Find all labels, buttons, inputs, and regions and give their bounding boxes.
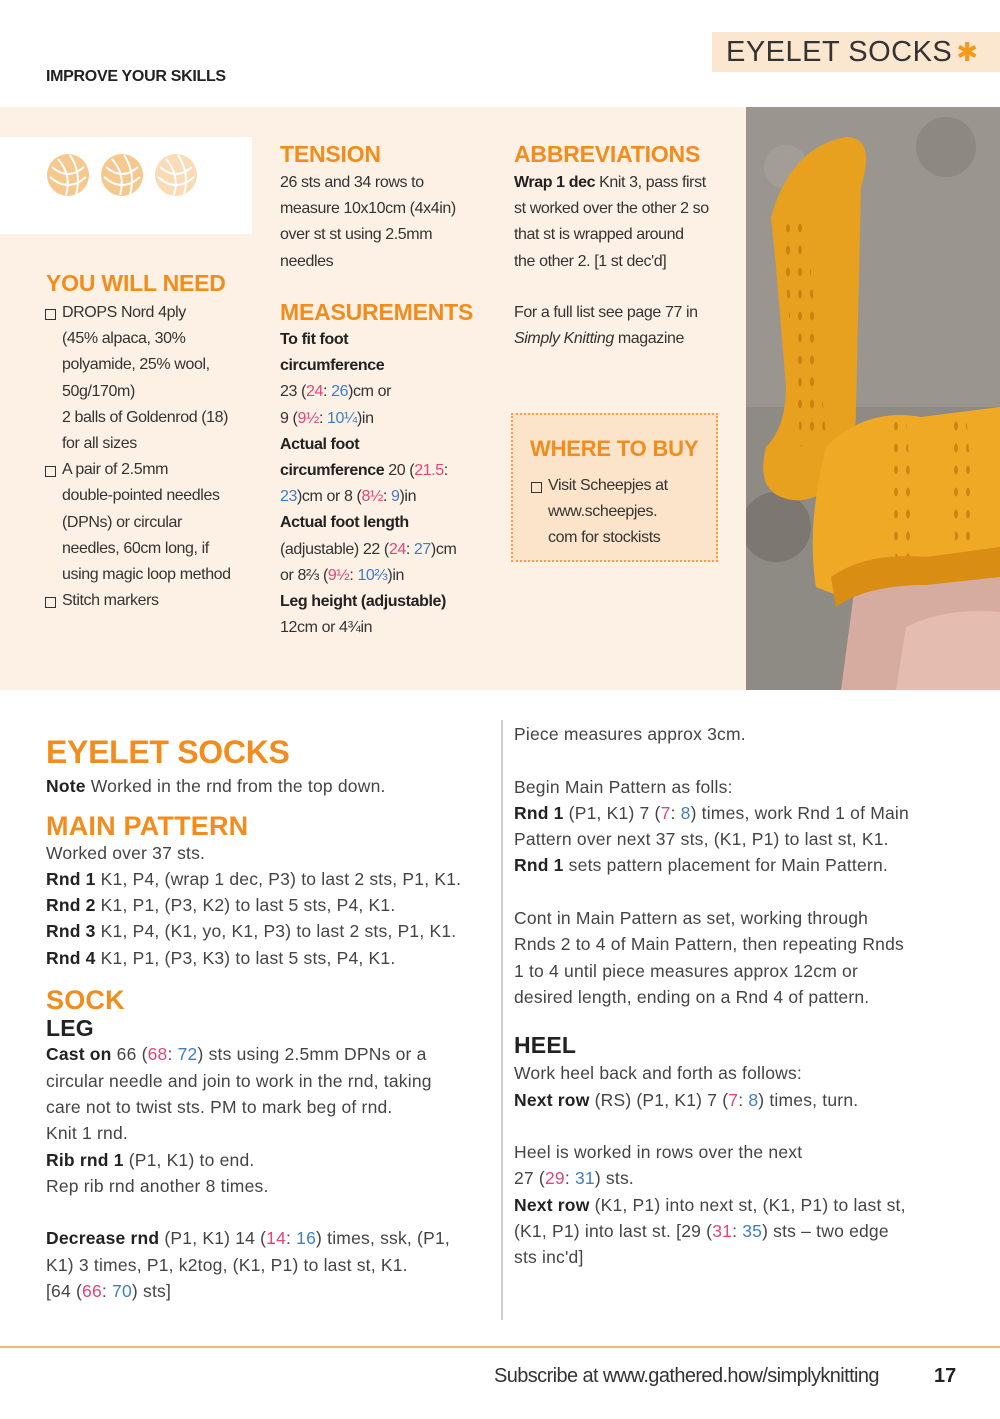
skill-level-box bbox=[0, 137, 252, 234]
measurements-text: To fit foot circumference 23 (24: 26)cm or 9 (9½: 10¼)in Actual foot circumference 20 (21.5: 23)cm or 8 (8½: 9)in Actual foot length (adjustable) 22 (24: 27)cm or 8⅔ (9½: 10⅔)in Leg height (adjustable) 12cm or 4¾in bbox=[280, 331, 457, 637]
column-divider bbox=[501, 720, 503, 1320]
checkbox-icon bbox=[45, 466, 56, 477]
sock-heading: SOCK bbox=[46, 985, 125, 1016]
tension-text: 26 sts and 34 rows to measure 10x10cm (4x4in) over st st using 2.5mm needles bbox=[280, 174, 456, 270]
header-title: EYELET SOCKS bbox=[726, 35, 953, 68]
checkbox-icon bbox=[45, 597, 56, 608]
where-to-buy-heading: WHERE TO BUY bbox=[530, 436, 699, 461]
socks-photo bbox=[746, 107, 1000, 690]
skill-level-label: IMPROVE YOUR SKILLS bbox=[46, 68, 226, 85]
checkbox-icon bbox=[531, 482, 542, 493]
list-item: Stitch markers bbox=[44, 588, 254, 614]
left-column: Note Worked in the rnd from the top down. MAIN PATTERN Worked over 37 sts. Rnd 1 K1, P4, (wrap 1 dec, P3) to last 2 sts, P1, K1. Rnd 2 K1, P1, (P3, K2) to last 5 sts, P4, K1. Rnd 3 K1, P4, (K1, yo, K1, P3) to last 2 sts, P1, K1. Rnd 4 K1, P1, (P3, K3) to last 5 sts, P4, K1. SOCK LEG Cast on 66 (68: 72) sts using 2.5mm DPNs or a circular needle and join to work in the rnd, taking care not to twist sts. PM to mark beg of rnd. Knit 1 rnd. Rib rnd 1 (P1, K1) to end. Rep rib rnd another 8 times. Decrease rnd (P1, K1) 14 (14: 16) times, ssk, (P1, K1) 3 times, P1, k2tog, (K1, P1) to last st, K1. [64 (66: 70) sts] bbox=[46, 773, 491, 1304]
checkbox-icon bbox=[45, 309, 56, 320]
you-will-need-list bbox=[44, 300, 254, 614]
abbreviations-heading: ABBREVIATIONS bbox=[514, 141, 701, 167]
right-column: Piece measures approx 3cm. Begin Main Pattern as folls: Rnd 1 (P1, K1) 7 (7: 8) times, work Rnd 1 of Main Pattern over next 37 sts, (K1, P1) to last st, K1. Rnd 1 sets pattern placement for Main Pattern. Cont in Main Pattern as set, working through Rnds 2 to 4 of Main Pattern, then repeating Rnds 1 to 4 until piece measures approx 12cm or desired length, ending on a Rnd 4 of pattern. HEEL Work heel back and forth as follows: Next row (RS) (P1, K1) 7 (7: 8) times, turn. Heel is worked in rows over the next 27 (29: 31) sts. Next row (K1, P1) into next st, (K1, P1) to last st, (K1, P1) into last st. [29 (31: 35) sts – two edge sts inc'd] bbox=[514, 721, 964, 1271]
measurements-heading: MEASUREMENTS bbox=[280, 299, 474, 325]
pattern-title: EYELET SOCKS bbox=[46, 734, 290, 770]
tension-heading: TENSION bbox=[280, 141, 381, 167]
pattern-row: Rnd 2 K1, P1, (P3, K2) to last 5 sts, P4, K1. bbox=[46, 895, 396, 916]
main-pattern-heading: MAIN PATTERN bbox=[46, 811, 249, 842]
list-item: A pair of 2.5mm double-pointed needles (DPNs) or circular needles, 60cm long, if using magic loop method bbox=[44, 457, 254, 588]
pattern-row: Rnd 4 K1, P1, (P3, K3) to last 5 sts, P4, K1. bbox=[46, 947, 396, 968]
yarn-ball-icon bbox=[100, 153, 144, 197]
footer-rule bbox=[0, 1346, 1000, 1348]
list-item: DROPS Nord 4ply (45% alpaca, 30% polyamide, 25% wool, 50g/170m) 2 balls of Goldenrod (18) for all sizes bbox=[44, 300, 254, 457]
socks-illustration bbox=[746, 107, 1000, 690]
where-to-buy-text: Visit Scheepjes at www.scheepjes. com for stockists bbox=[530, 473, 710, 552]
heel-heading: HEEL bbox=[514, 1032, 577, 1059]
pattern-row: Rnd 1 K1, P4, (wrap 1 dec, P3) to last 2 sts, P1, K1. bbox=[46, 868, 462, 889]
page-number: 17 bbox=[934, 1365, 957, 1387]
yarn-ball-icon bbox=[46, 153, 90, 197]
subscribe-link[interactable]: Subscribe at www.gathered.how/simplyknitting bbox=[494, 1365, 879, 1387]
header-tab bbox=[712, 32, 1000, 72]
full-list-reference: For a full list see page 77 in Simply Knitting magazine bbox=[514, 304, 698, 348]
yarn-ball-icon bbox=[154, 153, 198, 197]
abbreviations-text: Wrap 1 dec Knit 3, pass first st worked over the other 2 so that st is wrapped around the other 2. [1 st dec'd] bbox=[514, 174, 709, 270]
you-will-need-heading: YOU WILL NEED bbox=[46, 270, 226, 296]
leg-heading: LEG bbox=[46, 1015, 94, 1042]
asterisk-icon: ✱ bbox=[956, 36, 979, 67]
pattern-row: Rnd 3 K1, P4, (K1, yo, K1, P3) to last 2 sts, P1, K1. bbox=[46, 921, 457, 942]
